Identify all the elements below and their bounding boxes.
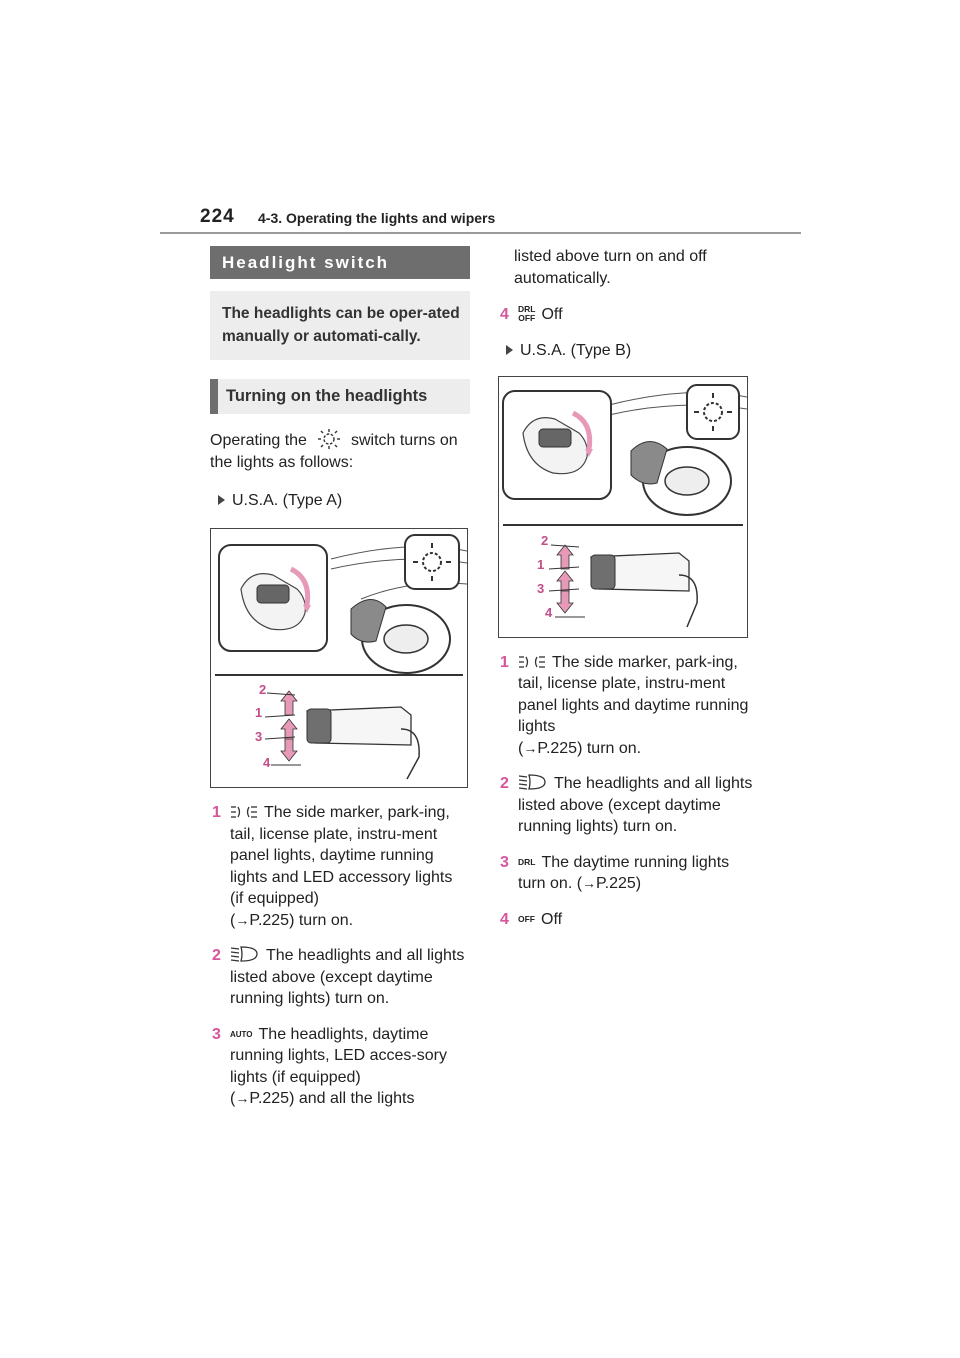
headlight-icon (518, 773, 548, 791)
item-number: 4 (500, 910, 509, 928)
bullet-type-b-label: U.S.A. (Type B) (520, 341, 632, 359)
figure-type-b-illustration (499, 377, 747, 637)
figure-a-label-2: 2 (259, 682, 267, 697)
list-item-a1: 1 The side marker, park-ing, tail, license plate, instru-ment panel lights, daytime running lights and LED accessory lights (if equipped) (→P.225) turn on. (212, 804, 453, 929)
figure-type-a-illustration (211, 529, 467, 787)
header-divider (160, 232, 801, 234)
ref-arrow: → (523, 739, 538, 756)
continued-text: listed above turn on and off automatically. (514, 248, 707, 287)
item-text: The headlights and all lights listed above (except daytime running lights) turn on. (230, 947, 465, 1007)
item-number: 3 (212, 1025, 221, 1043)
bullet-triangle-icon (506, 345, 513, 355)
list-item-b4 (498, 909, 758, 931)
section-title: 4-3. Operating the lights and wipers (258, 210, 496, 226)
list-item-b1: 1 The side marker, park-ing, tail, license plate, instru-ment panel lights and daytime running lights (→P.225) turn on. (500, 653, 749, 757)
page-number: 224 (200, 206, 235, 227)
figure-type-a (210, 528, 468, 788)
light-switch-icon (313, 428, 345, 450)
list-item-b2 (498, 773, 758, 838)
ref-arrow: → (235, 911, 250, 928)
item-text: The headlights and all lights listed above (except daytime running lights) turn on. (518, 775, 753, 835)
list-item-a2 (210, 945, 470, 1010)
off-icon: OFF (518, 913, 535, 924)
operating-text (210, 428, 470, 474)
figure-type-b (498, 376, 748, 638)
item-number: 2 (500, 775, 509, 792)
right-column (498, 246, 758, 930)
bullet-type-b (498, 340, 758, 362)
item-number: 1 (212, 804, 221, 821)
left-column (210, 246, 470, 1110)
drl-off-icon-bottom: OFF (518, 313, 536, 323)
operating-text-after: switch turns on the lights as follows: (210, 432, 458, 471)
item-number: 4 (500, 306, 509, 323)
item-text: The side marker, park-ing, tail, license plate, instru-ment panel lights and daytime running lights (518, 653, 749, 735)
item-number: 2 (212, 947, 221, 964)
item-text: The daytime running lights turn on. ( (518, 853, 730, 892)
figure-a-label-4: 4 (263, 755, 271, 770)
intro-box: The headlights can be oper-ated manually or automati-cally. (210, 291, 470, 360)
item-text: Off (541, 910, 563, 928)
figure-a-label-3: 3 (255, 729, 263, 744)
item-ref: P.225) turn on. (249, 911, 354, 929)
item-ref: P.225) and all the lights (249, 1090, 415, 1107)
list-item-a4 (498, 304, 758, 326)
drl-icon: DRL (518, 856, 536, 867)
side-marker-icon (518, 654, 546, 670)
headlight-icon (230, 945, 260, 963)
item-ref: P.225) turn on. (537, 739, 642, 757)
ref-arrow: → (235, 1090, 250, 1106)
item-text: The headlights, daytime running lights, LED acces-sory lights (if equipped) (230, 1025, 447, 1086)
figure-b-label-4: 4 (545, 604, 553, 620)
figure-a-label-1: 1 (255, 705, 263, 720)
bullet-type-a (210, 490, 470, 512)
drl-off-icon (518, 305, 535, 323)
ref-arrow: → (582, 875, 597, 891)
heading-headlight-switch: Headlight switch (210, 246, 470, 279)
bullet-triangle-icon (218, 495, 225, 505)
auto-icon: AUTO (230, 1029, 253, 1039)
item-ref: P.225) (596, 875, 642, 892)
operating-text-before: Operating the (210, 432, 307, 449)
figure-b-label-1: 1 (537, 556, 545, 572)
item-number: 3 (500, 853, 509, 871)
item-number: 1 (500, 653, 509, 671)
list-item-b3 (498, 852, 758, 895)
item-text: The side marker, park-ing, tail, license plate, instru-ment panel lights, daytime running lights and LED accessory lights (if equipped) (230, 804, 453, 907)
bullet-type-a-label: U.S.A. (Type A) (232, 492, 343, 509)
figure-b-label-3: 3 (537, 580, 545, 596)
figure-b-label-2: 2 (541, 532, 549, 548)
drl-off-icon-top: DRL (518, 304, 536, 314)
item-text: Off (541, 306, 563, 323)
side-marker-icon (230, 804, 258, 820)
subheading-turning-on: Turning on the headlights (210, 379, 470, 414)
list-item-a3: 3 AUTO The headlights, daytime running lights, LED acces-sory lights (if equipped) (→P.225) and all the lights (212, 1025, 447, 1107)
